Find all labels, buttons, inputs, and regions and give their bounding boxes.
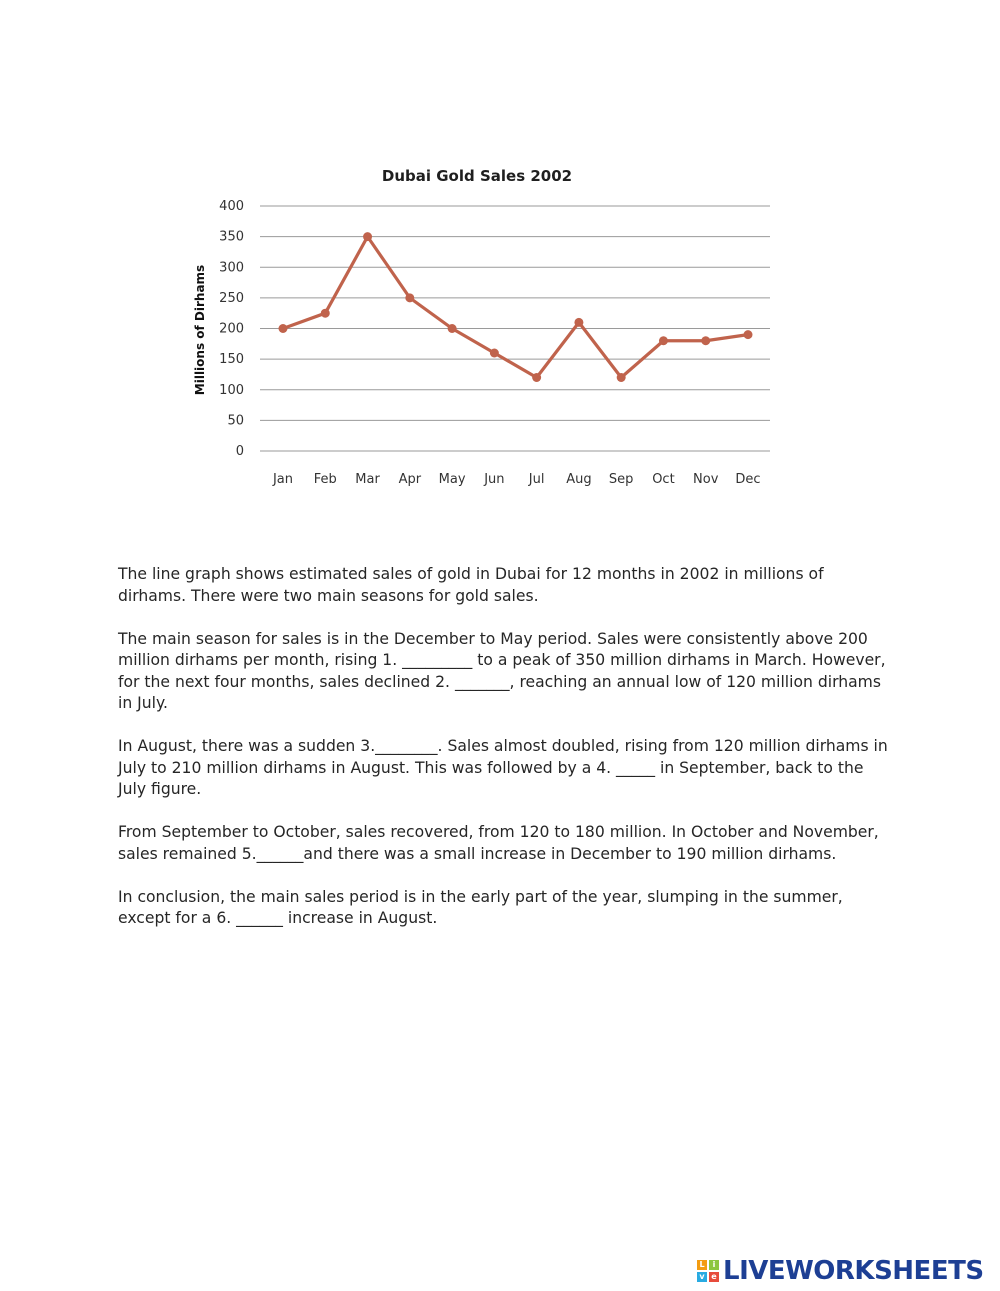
y-tick-label: 150 (219, 352, 244, 368)
y-tick-label: 50 (227, 413, 244, 429)
worksheet-text (118, 564, 888, 951)
line-chart (180, 158, 800, 498)
y-axis-ticks (219, 199, 244, 459)
x-tick-label: May (438, 472, 466, 487)
logo-wordmark: LIVEWORKSHEETS (723, 1256, 984, 1286)
y-tick-label: 400 (219, 199, 244, 214)
x-tick-label: Jun (484, 472, 505, 487)
x-tick-label: Aug (566, 472, 592, 487)
series-line (283, 237, 748, 378)
x-tick-label: Oct (652, 472, 675, 487)
paragraph-autumn: From September to October, sales recovered, from 120 to 180 million. In October and November, sales remained 5.______and there was a small increase in December to 190 million dirhams. (118, 823, 879, 863)
x-tick-label: Mar (355, 472, 380, 487)
y-tick-label: 0 (235, 444, 244, 459)
gridlines (260, 206, 770, 451)
logo-letter: e (709, 1272, 719, 1282)
y-tick-label: 350 (219, 229, 244, 245)
paragraph-august: In August, there was a sudden 3.________. Sales almost doubled, rising from 120 million dirhams in July to 210 million dirhams in August. This was followed by a 4. _____ in September, back to the July figure. (118, 737, 888, 798)
x-tick-label: Feb (313, 472, 337, 487)
data-point (701, 336, 710, 345)
logo-letter: L (697, 1260, 707, 1270)
logo-mark-icon (697, 1260, 719, 1282)
data-point (744, 330, 753, 339)
liveworksheets-logo (697, 1256, 984, 1286)
data-point (321, 309, 330, 318)
data-point (659, 336, 668, 345)
data-point (490, 349, 499, 358)
paragraph-intro: The line graph shows estimated sales of gold in Dubai for 12 months in 2002 in millions of dirhams. There were two main seasons for gold sales. (118, 565, 824, 605)
data-point (574, 318, 583, 327)
data-point (363, 232, 372, 241)
y-tick-label: 300 (219, 260, 244, 276)
x-tick-label: Dec (735, 472, 761, 487)
paragraph-main-season: The main season for sales is in the December to May period. Sales were consistently above 200 million dirhams per month, rising 1. _________ to a peak of 350 million dirhams in March. However, for the next four months, sales declined 2. _______, reaching an annual low of 120 million dirhams in July. (118, 629, 886, 712)
y-tick-label: 200 (219, 321, 244, 337)
x-tick-label: Sep (608, 472, 634, 487)
data-point (532, 373, 541, 382)
y-tick-label: 100 (219, 382, 244, 398)
chart-title: Dubai Gold Sales 2002 (381, 167, 573, 185)
paragraph-conclusion: In conclusion, the main sales period is in the early part of the year, slumping in the summer, except for a 6. ______ increase in August. (118, 887, 843, 927)
y-tick-label: 250 (219, 290, 244, 306)
y-axis-label: Millions of Dirhams (193, 264, 207, 396)
x-axis-ticks (272, 472, 761, 487)
logo-letter: v (697, 1272, 707, 1282)
data-point (279, 324, 288, 333)
x-tick-label: Nov (693, 472, 719, 487)
data-point (405, 293, 414, 302)
data-point (617, 373, 626, 382)
data-point (448, 324, 457, 333)
x-tick-label: Jan (272, 472, 294, 487)
logo-letter: i (709, 1260, 719, 1270)
x-tick-label: Apr (398, 472, 422, 487)
x-tick-label: Jul (528, 472, 545, 487)
